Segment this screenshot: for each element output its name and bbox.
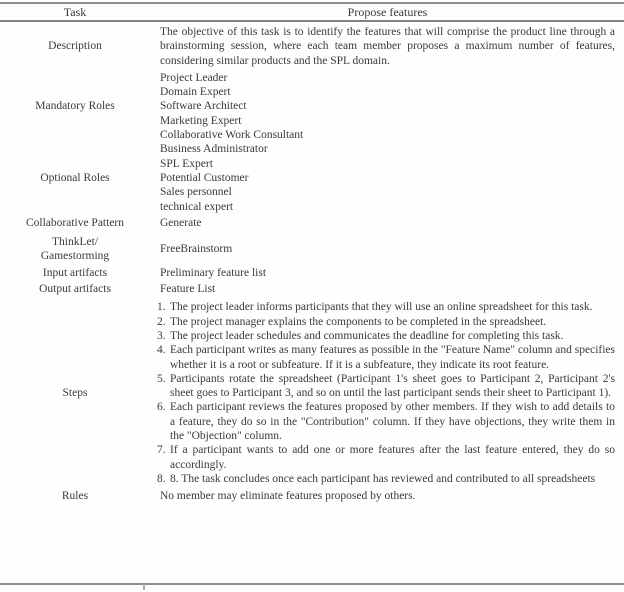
output-artifacts-value: Feature List [160, 283, 216, 296]
thinklet-label-line-2: Gamestorming [40, 250, 110, 263]
collaborative-pattern-value: Generate [160, 216, 202, 229]
step-number: 3. [157, 329, 166, 342]
step-text: The project leader schedules and communicates the deadline for completing this task. [170, 329, 564, 342]
step-item [150, 400, 615, 443]
role-item: Software Architect [160, 100, 247, 113]
step-text: Each participant writes as many features as possible in the "Feature Name" column and specifies whether it is a root or subfeature. If it is a subfeature, they indicate its root feature. [170, 344, 615, 371]
row-label-steps: Steps [62, 387, 88, 400]
step-item [150, 329, 615, 343]
step-number: 8. [157, 472, 166, 485]
table-row-description [0, 22, 624, 71]
table-row-steps [0, 296, 624, 488]
description-text: The objective of this task is to identify the features that will comprise the product line through a brainstorming session, where each team member proposes a maximum number of features, considering similar products and the SPL domain. [160, 26, 615, 67]
step-item [150, 300, 615, 314]
table-row-input-artifacts [0, 266, 624, 281]
role-item: Domain Expert [160, 86, 231, 99]
step-item [150, 343, 615, 372]
table-row-thinklet-gamestorming [0, 234, 624, 266]
column-header-task: Task [63, 4, 87, 19]
step-number: 5. [157, 372, 166, 385]
role-item: Project Leader [160, 71, 228, 84]
step-text: If a participant wants to add one or more features after the last feature entered, they do so accordingly. [170, 444, 615, 471]
step-number: 2. [157, 315, 166, 328]
row-label-rules: Rules [61, 490, 89, 503]
table-bottom-rule [0, 583, 624, 585]
step-text: 8. The task concludes once each participant has reviewed and contributed to all spreadsheets [170, 472, 596, 485]
step-number: 6. [157, 401, 166, 414]
row-label-mandatory-roles: Mandatory Roles [35, 100, 115, 113]
step-item [150, 472, 615, 486]
table-header-row [0, 2, 624, 22]
role-item: SPL Expert [160, 157, 213, 170]
table-row-output-artifacts [0, 281, 624, 296]
thinklet-label-line-1: ThinkLet/ [52, 236, 98, 249]
role-item: Marketing Expert [160, 114, 242, 127]
column-divider-tick [143, 584, 145, 590]
step-item [150, 443, 615, 472]
row-label-optional-roles: Optional Roles [40, 171, 110, 184]
row-label-collaborative-pattern: Collaborative Pattern [25, 216, 125, 229]
step-text: Participants rotate the spreadsheet (Participant 1's sheet goes to Participant 2, Participant 2's sheet goes to Participant 3, and so on until the last participant sends their sheet to Participant 1). [170, 372, 615, 400]
step-number: 7. [157, 444, 166, 457]
row-label-output-artifacts: Output artifacts [39, 283, 111, 296]
table-row-collaborative-pattern [0, 214, 624, 234]
role-item: technical expert [160, 200, 234, 213]
table-row-optional-roles [0, 142, 624, 213]
table-row-rules [0, 488, 624, 503]
input-artifacts-value: Preliminary feature list [160, 266, 267, 279]
step-item [150, 372, 615, 401]
step-number: 1. [157, 301, 166, 314]
step-item [150, 315, 615, 329]
step-number: 4. [157, 344, 166, 357]
row-label-thinklet-gamestorming [0, 235, 150, 264]
column-header-propose-features: Propose features [347, 4, 428, 19]
thinklet-value: FreeBrainstorm [160, 243, 233, 256]
step-text: The project manager explains the components to be completed in the spreadsheet. [170, 315, 547, 328]
row-label-description: Description [48, 40, 102, 53]
table-row-mandatory-roles [0, 71, 624, 142]
row-label-input-artifacts: Input artifacts [42, 266, 108, 279]
steps-list [150, 300, 624, 486]
mandatory-roles-list [150, 71, 624, 142]
role-item: Sales personnel [160, 186, 232, 199]
role-item: Business Administrator [160, 143, 268, 156]
role-item: Collaborative Work Consultant [160, 129, 304, 142]
step-text: The project leader informs participants that they will use an online spreadsheet for this task. [170, 301, 593, 314]
rules-value: No member may eliminate features proposed by others. [160, 490, 416, 503]
role-item: Potential Customer [160, 171, 249, 184]
step-text: Each participant reviews the features proposed by other members. If they wish to add details to a feature, they do so in the "Contribution" column. If they have objections, they write them in the "Objection" column. [170, 401, 615, 443]
optional-roles-list [150, 142, 624, 213]
